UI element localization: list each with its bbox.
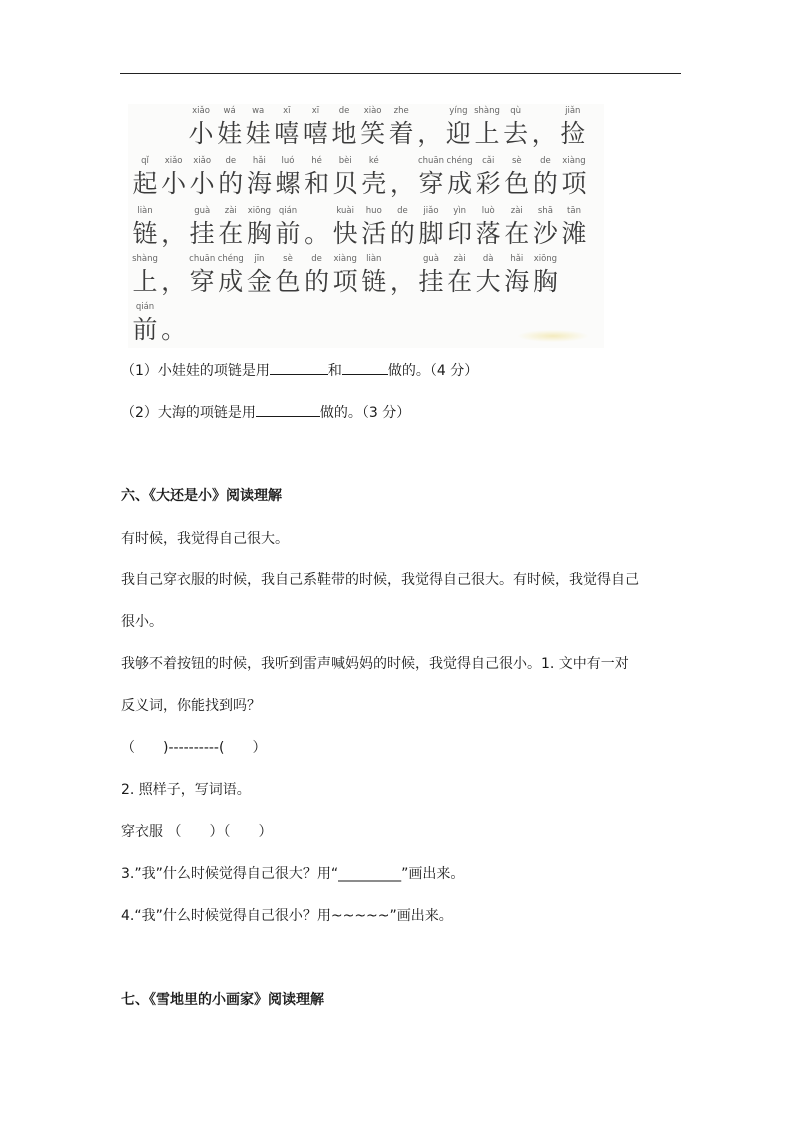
pinyin: yìn <box>453 206 466 216</box>
hanzi: 上 <box>132 267 158 296</box>
hanzi: 色 <box>275 267 301 296</box>
hanzi: 前 <box>275 219 301 248</box>
pinyin: jīn <box>254 254 265 264</box>
pinyin: bèi <box>338 156 352 166</box>
passage-line <box>128 204 604 252</box>
hanzi: 。 <box>161 315 187 344</box>
hanzi: 和 <box>304 169 330 198</box>
pinyin: de <box>397 206 408 216</box>
pinyin: wá <box>223 106 236 116</box>
hanzi: 娃 <box>245 119 271 148</box>
hanzi: 贝 <box>332 169 358 198</box>
hanzi: 。 <box>304 219 330 248</box>
hanzi: 成 <box>218 267 244 296</box>
pinyin: zhe <box>393 106 409 116</box>
passage-char <box>528 252 562 300</box>
passage-char <box>557 154 591 202</box>
hanzi: 迎 <box>445 119 471 148</box>
antonym-answer-line: （ )----------( ） <box>121 740 267 756</box>
hanzi: 链 <box>132 219 158 248</box>
hanzi: 大 <box>475 267 501 296</box>
hanzi: 挂 <box>418 267 444 296</box>
answer-blank[interactable] <box>270 360 328 375</box>
pinyin: yíng <box>449 106 468 116</box>
hanzi: 螺 <box>275 169 301 198</box>
pinyin: de <box>540 156 551 166</box>
hanzi: 色 <box>504 169 530 198</box>
pinyin: sè <box>511 156 522 166</box>
hanzi: 海 <box>246 169 272 198</box>
hanzi: 活 <box>361 219 387 248</box>
hanzi: 彩 <box>475 169 501 198</box>
hanzi: 壳 <box>361 169 387 198</box>
header-rule <box>120 73 681 74</box>
pinyin: qián <box>278 206 298 216</box>
section-6-question-4: 4.“我”什么时候觉得自己很小？用~~~~~”画出来。 <box>121 908 453 924</box>
hanzi: 嘻 <box>302 119 328 148</box>
hanzi: 滩 <box>561 219 587 248</box>
pinyin: zài <box>510 206 523 216</box>
hanzi: 在 <box>504 219 530 248</box>
section-6-title: 六、《大还是小》阅读理解 <box>121 488 282 504</box>
question-text: （2）大海的项链是用 <box>121 405 256 421</box>
pinyin: jiǎo <box>423 206 439 216</box>
pinyin: luò <box>481 206 495 216</box>
hanzi: ， <box>161 267 187 296</box>
pinyin: jiǎn <box>565 106 581 116</box>
pinyin: qù <box>510 106 521 116</box>
hanzi: 沙 <box>532 219 558 248</box>
section-7-title: 七、《雪地里的小画家》阅读理解 <box>121 992 324 1008</box>
pinyin: sè <box>283 254 293 264</box>
pinyin: ké <box>368 156 379 166</box>
pinyin: zài <box>224 206 237 216</box>
pinyin: kuài <box>336 206 354 216</box>
hanzi: 脚 <box>418 219 444 248</box>
hanzi: 前 <box>132 315 158 344</box>
hanzi: 着 <box>388 119 414 148</box>
pinyin: xī <box>311 106 320 116</box>
hanzi: 穿 <box>189 267 215 296</box>
pinyin: xiào <box>363 106 382 116</box>
hanzi: 小 <box>188 119 214 148</box>
hanzi: 项 <box>332 267 358 296</box>
hanzi: 捡 <box>560 119 586 148</box>
pinyin: de <box>338 106 350 116</box>
pinyin: cǎi <box>482 156 495 166</box>
pinyin: shā <box>537 206 553 216</box>
hanzi: 地 <box>331 119 357 148</box>
pinyin: chuān <box>189 254 216 264</box>
pinyin: xiàng <box>333 254 357 264</box>
pinyin: liàn <box>366 254 382 264</box>
hanzi: 笑 <box>360 119 386 148</box>
passage-char <box>556 104 590 152</box>
hanzi: 穿 <box>418 169 444 198</box>
pinyin: xiǎo <box>164 156 183 166</box>
passage-char <box>557 204 591 252</box>
pinyin-passage-image <box>128 104 604 348</box>
passage-char <box>157 300 191 348</box>
hanzi: 上 <box>474 119 500 148</box>
pinyin: liàn <box>137 206 153 216</box>
pinyin: hǎi <box>252 156 266 166</box>
pinyin: dà <box>482 254 494 264</box>
pinyin: chéng <box>217 254 244 264</box>
pinyin: guà <box>423 254 439 264</box>
pinyin: xī <box>283 106 291 116</box>
hanzi: ， <box>417 119 443 148</box>
hanzi: 小 <box>189 169 215 198</box>
section-6-paragraph: 有时候，我觉得自己很大。 <box>121 531 289 547</box>
section-6-question-2: 2. 照样子，写词语。 <box>121 782 251 798</box>
hanzi: 落 <box>475 219 501 248</box>
hanzi: 项 <box>561 169 587 198</box>
hanzi: 成 <box>447 169 473 198</box>
hanzi: 印 <box>447 219 473 248</box>
question-text: （1）小娃娃的项链是用 <box>121 363 270 379</box>
hanzi: ， <box>531 119 557 148</box>
pinyin: guà <box>194 206 211 216</box>
hanzi: 胸 <box>246 219 272 248</box>
hanzi: ， <box>389 169 415 198</box>
hanzi: 的 <box>389 219 415 248</box>
pinyin: hé <box>311 156 322 166</box>
passage-line <box>128 104 604 152</box>
pinyin: de <box>225 156 237 166</box>
passage-line <box>128 252 604 300</box>
question-text: 做的。（3 分） <box>319 405 411 421</box>
hanzi: 的 <box>532 169 558 198</box>
hanzi: 在 <box>447 267 473 296</box>
hanzi: 娃 <box>217 119 243 148</box>
hanzi: 链 <box>361 267 387 296</box>
pinyin: tān <box>567 206 581 216</box>
hanzi: 嘻 <box>274 119 300 148</box>
hanzi: 金 <box>246 267 272 296</box>
question-text: 和 <box>327 363 342 379</box>
pinyin: zài <box>453 254 466 264</box>
hanzi: 挂 <box>189 219 215 248</box>
section-6-paragraph: 我够不着按钮的时候，我听到雷声喊妈妈的时候，我觉得自己很小。1. 文中有一对 <box>121 656 629 672</box>
pinyin: chéng <box>446 156 473 166</box>
hanzi: ， <box>161 219 187 248</box>
hanzi: 的 <box>218 169 244 198</box>
hanzi: 快 <box>332 219 358 248</box>
section-6-question-3: 3.”我”什么时候觉得自己很大？用“_________”画出来。 <box>121 866 465 882</box>
pinyin: xiōng <box>247 206 272 216</box>
passage-line <box>128 300 604 348</box>
word-example-line: 穿衣服 （ ）（ ） <box>121 824 273 840</box>
pinyin: de <box>311 254 322 264</box>
pinyin: huo <box>365 206 382 216</box>
pinyin: wa <box>252 106 265 116</box>
question-5-2 <box>121 402 410 423</box>
hanzi: 的 <box>304 267 330 296</box>
pinyin: xiǎo <box>192 106 210 116</box>
section-6-paragraph: 很小。 <box>121 614 163 630</box>
passage-line <box>128 154 604 202</box>
answer-blank[interactable] <box>256 402 320 417</box>
pinyin: xiǎo <box>193 156 212 166</box>
hanzi: 海 <box>504 267 530 296</box>
section-6-paragraph: 我自己穿衣服的时候，我自己系鞋带的时候，我觉得自己很大。有时候，我觉得自己 <box>121 572 639 588</box>
pinyin: shàng <box>474 106 500 116</box>
pinyin: chuān <box>417 156 445 166</box>
pinyin: hǎi <box>510 254 524 264</box>
pinyin: xiàng <box>562 156 586 166</box>
pinyin: qǐ <box>141 156 149 166</box>
pinyin: xiōng <box>533 254 558 264</box>
section-6-paragraph: 反义词，你能找到吗？ <box>121 698 261 714</box>
hanzi: ， <box>389 267 415 296</box>
hanzi: 在 <box>218 219 244 248</box>
question-text: 做的。（4 分） <box>387 363 479 379</box>
answer-blank[interactable] <box>342 360 388 375</box>
pinyin: shàng <box>132 254 158 264</box>
pinyin: qián <box>135 302 155 312</box>
hanzi: 小 <box>161 169 187 198</box>
hanzi: 胸 <box>532 267 558 296</box>
hanzi: 起 <box>132 169 158 198</box>
pinyin: luó <box>281 156 295 166</box>
question-5-1 <box>121 360 478 381</box>
hanzi: 去 <box>503 119 529 148</box>
